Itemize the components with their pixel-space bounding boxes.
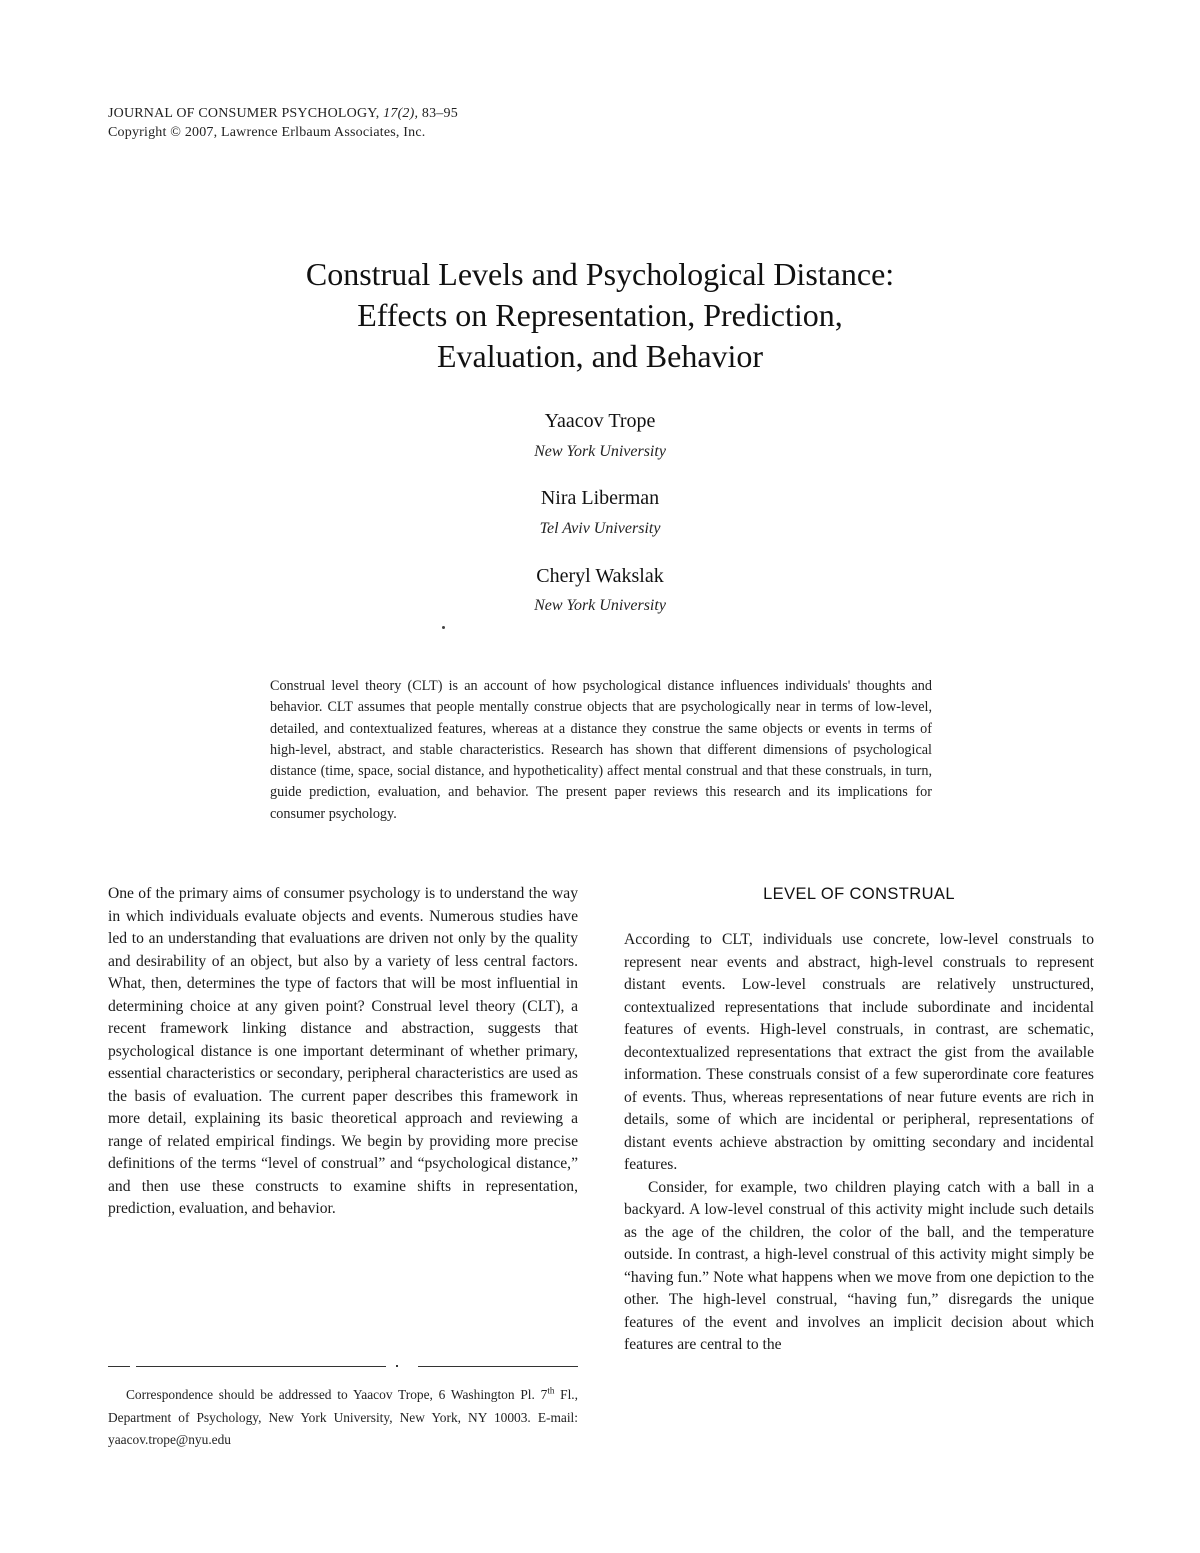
- abstract: Construal level theory (CLT) is an account of how psychological distance influences individuals' thoughts and behavior. CLT assumes that people mentally construe objects that are psychologically near in terms of low-level, detailed, and contextualized features, whereas at a distance they construe the same objects or events in terms of high-level, abstract, and stable characteristics. Research has shown that different dimensions of psychological distance (time, space, social distance, and hypotheticality) affect mental construal and that these construals, in turn, guide prediction, evaluation, and behavior. The present paper reviews this research and its implications for consumer psychology.: [270, 678, 932, 822]
- journal-name: JOURNAL OF CONSUMER PSYCHOLOGY,: [108, 106, 380, 121]
- rule-dot: [396, 1365, 398, 1367]
- body-left-column: [108, 883, 578, 1221]
- rule-segment: [108, 1366, 130, 1367]
- body-right-column: [624, 929, 1094, 1357]
- copyright-line: Copyright © 2007, Lawrence Erlbaum Associates, Inc.: [108, 125, 426, 140]
- title-line-3: Evaluation, and Behavior: [436, 338, 764, 374]
- journal-volume: 17(2),: [383, 106, 419, 121]
- intro-paragraph: One of the primary aims of consumer psychology is to understand the way in which individuals evaluate objects and events. Numerous studies have led to an understanding that evaluations are driven not only by the quality and desirability of an object, but also by a variety of less central factors. What, then, determines the type of factors that will be most influential in determining choice at any given point? Construal level theory (CLT), a recent framework linking distance and abstraction, suggests that psychological distance is one important determinant of whether primary, essential characteristics or secondary, peripheral characteristics are used as the basis of evaluation. The current paper describes this framework in more detail, explaining its basic theoretical approach and reviewing a range of related empirical findings. We begin by providing more precise definitions of the terms “level of construal” and “psychological distance,” and then use these constructs to examine shifts in representation, prediction, evaluation, and behavior.: [108, 885, 578, 1217]
- author-name: Yaacov Trope: [544, 410, 656, 432]
- rule-segment: [136, 1366, 386, 1367]
- author-affiliation: New York University: [534, 443, 666, 460]
- author-name: Nira Liberman: [540, 487, 660, 509]
- print-speck: [442, 626, 445, 629]
- journal-pages: 83–95: [421, 106, 458, 121]
- author-name: Cheryl Wakslak: [536, 565, 664, 587]
- footnote-rule: [108, 1366, 578, 1368]
- body-paragraph: Consider, for example, two children playing catch with a ball in a backyard. A low-level construal of this activity might include such details as the age of the children, the color of the ball, and the temperature outside. In contrast, a high-level construal of this activity might simply be “having fun.” Note what happens when we move from one depiction to the other. The high-level construal, “having fun,” disregards the unique features of the event and involves an implicit decision about which features are central to the: [624, 1178, 1094, 1353]
- body-paragraph: According to CLT, individuals use concrete, low-level construals to represent near events and abstract, high-level construals to represent distant events. Low-level construals are relatively unstructured, contextualized representations that include subordinate and incidental features of events. High-level construals, in contrast, are schematic, decontextualized representations that extract the gist from the available information. These construals consist of a few superordinate core features of events. Thus, whereas representations of near future events are rich in details, some of which are incidental or peripheral, representations of distant events achieve abstraction by omitting secondary and incidental features.: [624, 931, 1094, 1173]
- footnote-text: Fl., Department of Psychology, New York University, New York, NY 10003. E-mail: yaacov.trope@nyu.edu: [108, 1387, 578, 1447]
- section-heading: LEVEL OF CONSTRUAL: [763, 885, 955, 903]
- footnote-superscript: th: [547, 1385, 555, 1396]
- paper-title: [0, 254, 1200, 377]
- title-line-1: Construal Levels and Psychological Distance:: [305, 256, 895, 292]
- title-line-2: Effects on Representation, Prediction,: [357, 297, 843, 333]
- correspondence-footnote: [108, 1384, 578, 1452]
- author-affiliation: Tel Aviv University: [539, 520, 661, 537]
- journal-citation: [108, 104, 458, 123]
- rule-segment: [418, 1366, 578, 1367]
- journal-header: [108, 104, 458, 142]
- footnote-text: Correspondence should be addressed to Yaacov Trope, 6 Washington Pl. 7: [126, 1387, 548, 1402]
- author-affiliation: New York University: [534, 597, 666, 614]
